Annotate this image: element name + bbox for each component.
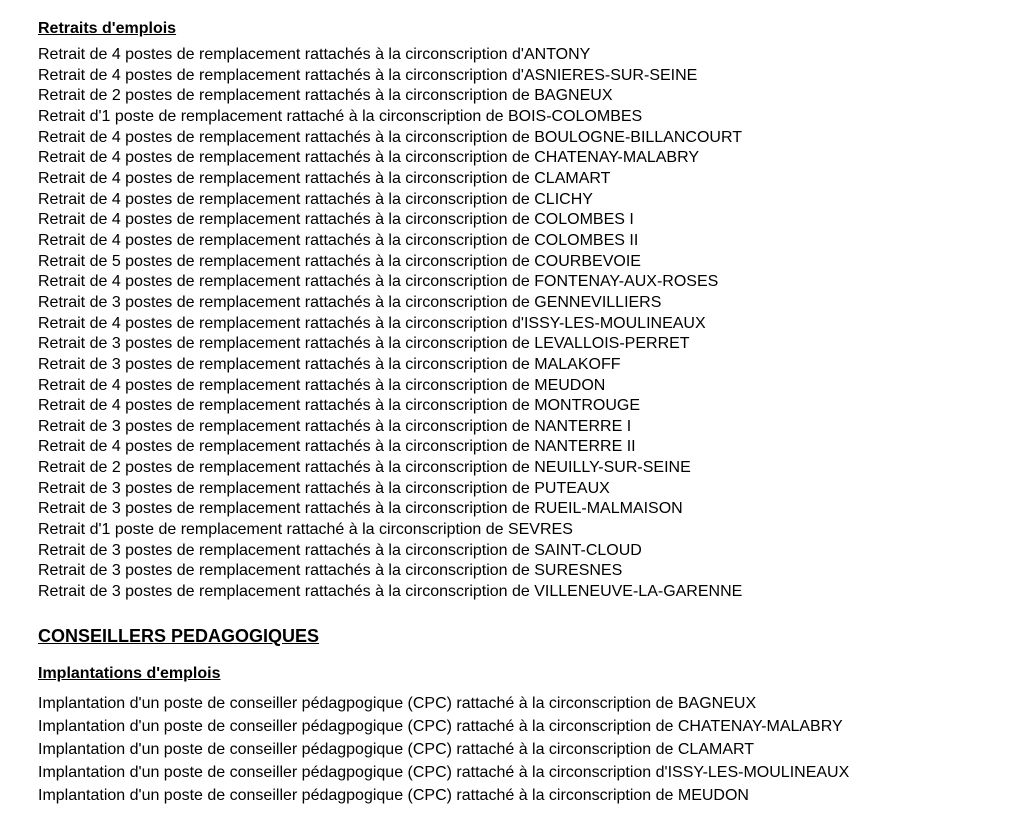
conseillers-heading: CONSEILLERS PEDAGOGIQUES — [38, 625, 320, 646]
list-item: Implantation d'un poste de conseiller pédagpogique (CPC) rattaché à la circonscription de BAGNEUX — [38, 694, 757, 712]
list-item: Retrait de 4 postes de remplacement rattachés à la circonscription de CHATENAY-MALABRY — [38, 149, 700, 167]
list-item: Retrait de 3 postes de remplacement rattachés à la circonscription de PUTEAUX — [38, 479, 610, 497]
list-item: Implantation d'un poste de conseiller pédagpogique (CPC) rattaché à la circonscription de CLAMART — [38, 740, 755, 758]
list-item: Implantation d'un poste de conseiller pédagpogique (CPC) rattaché à la circonscription de CHATENAY-MALABRY — [38, 717, 843, 735]
list-item: Implantation d'un poste de conseiller pédagpogique (CPC) rattaché à la circonscription d'ISSY-LES-MOULINEAUX — [38, 763, 850, 781]
retraits-heading: Retraits d'emplois — [38, 20, 177, 37]
list-item: Retrait de 4 postes de remplacement rattachés à la circonscription d'ANTONY — [38, 46, 591, 63]
list-item: Retrait de 4 postes de remplacement rattachés à la circonscription de CLAMART — [38, 169, 611, 187]
list-item: Implantation d'un poste de conseiller pédagpogique (CPC) rattaché à la circonscription de MEUDON — [38, 786, 749, 804]
retraits-list — [38, 45, 1023, 603]
list-item: Retrait de 4 postes de remplacement rattachés à la circonscription de MEUDON — [38, 376, 606, 394]
list-item: Retrait de 4 postes de remplacement rattachés à la circonscription de CLICHY — [38, 190, 593, 208]
list-item: Retrait de 4 postes de remplacement rattachés à la circonscription de NANTERRE II — [38, 438, 636, 456]
implantations-heading: Implantations d'emplois — [38, 664, 221, 682]
list-item: Retrait de 3 postes de remplacement rattachés à la circonscription de RUEIL-MALMAISON — [38, 500, 683, 518]
list-item: Retrait de 4 postes de remplacement rattachés à la circonscription de MONTROUGE — [38, 397, 641, 415]
list-item: Retrait de 3 postes de remplacement rattachés à la circonscription de LEVALLOIS-PERRET — [38, 335, 690, 353]
list-item: Retrait de 4 postes de remplacement rattachés à la circonscription de BOULOGNE-BILLANCOURT — [38, 128, 742, 146]
list-item: Retrait de 3 postes de remplacement rattachés à la circonscription de MALAKOFF — [38, 355, 621, 373]
list-item: Retrait de 3 postes de remplacement rattachés à la circonscription de NANTERRE I — [38, 417, 632, 435]
list-item: Retrait de 4 postes de remplacement rattachés à la circonscription de COLOMBES I — [38, 211, 634, 229]
list-item: Retrait de 5 postes de remplacement rattachés à la circonscription de COURBEVOIE — [38, 252, 641, 270]
list-item: Retrait de 4 postes de remplacement rattachés à la circonscription de COLOMBES II — [38, 231, 639, 249]
list-item: Retrait de 3 postes de remplacement rattachés à la circonscription de SAINT-CLOUD — [38, 541, 642, 559]
list-item: Retrait de 2 postes de remplacement rattachés à la circonscription de BAGNEUX — [38, 87, 613, 105]
list-item: Retrait d'1 poste de remplacement rattaché à la circonscription de SEVRES — [38, 521, 573, 539]
list-item: Retrait d'1 poste de remplacement rattaché à la circonscription de BOIS-COLOMBES — [38, 107, 643, 125]
list-item: Retrait de 4 postes de remplacement rattachés à la circonscription de FONTENAY-AUX-ROSES — [38, 273, 719, 291]
list-item: Retrait de 3 postes de remplacement rattachés à la circonscription de VILLENEUVE-LA-GARENNE — [38, 583, 743, 601]
implantations-list — [38, 692, 1023, 807]
list-item: Retrait de 4 postes de remplacement rattachés à la circonscription d'ISSY-LES-MOULINEAUX — [38, 314, 706, 332]
list-item: Retrait de 3 postes de remplacement rattachés à la circonscription de GENNEVILLIERS — [38, 293, 662, 311]
list-item: Retrait de 4 postes de remplacement rattachés à la circonscription d'ASNIERES-SUR-SEINE — [38, 66, 698, 84]
list-item: Retrait de 3 postes de remplacement rattachés à la circonscription de SURESNES — [38, 562, 623, 580]
list-item: Retrait de 2 postes de remplacement rattachés à la circonscription de NEUILLY-SUR-SEINE — [38, 459, 691, 477]
